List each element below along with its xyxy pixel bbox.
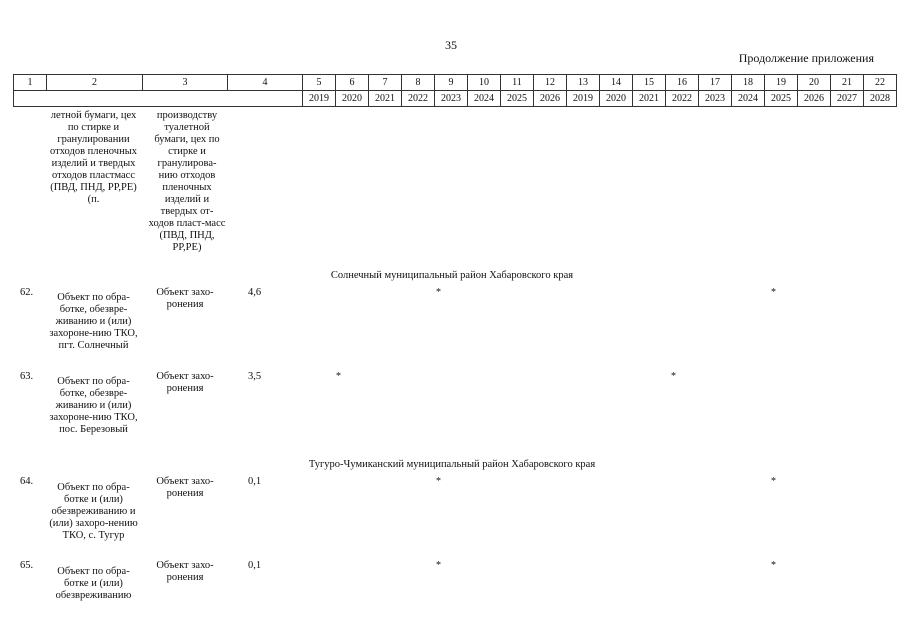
row-object-name: Объект по обра-ботке и (или) обезвреживанию и (или) захоро-нению ТКО, с. Тугур [49,482,138,541]
year-cell: 2025 [765,91,798,107]
year-cell: 2025 [501,91,534,107]
region-heading: Тугуро-Чумиканский муниципальный район Хабаровского края [308,459,596,470]
col-number-cell: 19 [765,75,798,91]
col-number-cell: 17 [699,75,732,91]
col-number-cell: 2 [47,75,143,91]
schedule-mark: * [771,560,776,571]
col-number-cell: 3 [143,75,228,91]
year-cell: 2023 [699,91,732,107]
col-number-cell: 7 [369,75,402,91]
schedule-mark: * [436,560,441,571]
row-object-name: Объект по обра-ботке и (или) обезвреживанию [55,566,132,601]
col-number-cell: 22 [864,75,897,91]
year-cell: 2022 [666,91,699,107]
year-cell: 2026 [798,91,831,107]
year-cell: 2019 [567,91,600,107]
year-cell: 2020 [600,91,633,107]
year-cell: 2021 [633,91,666,107]
row-object-type: Объект захо-ронения [156,371,214,394]
row-capacity: 0,1 [248,560,262,571]
row-number: 63. [20,371,34,382]
col-number-cell: 11 [501,75,534,91]
col-number-cell: 6 [336,75,369,91]
row-object-name: Объект по обра-ботке, обезвре-живанию и (или) захороне-нию ТКО, пгт. Солнечный [49,292,138,351]
year-cell: 2019 [303,91,336,107]
row-number: 65. [20,560,34,571]
col-number-cell: 4 [228,75,303,91]
col-number-cell: 16 [666,75,699,91]
year-row-blank [14,91,303,107]
schedule-mark: * [771,476,776,487]
schedule-mark: * [671,371,676,382]
col-number-cell: 10 [468,75,501,91]
year-cell: 2024 [468,91,501,107]
region-heading: Солнечный муниципальный район Хабаровского края [330,270,574,281]
row-object-type: Объект захо-ронения [156,560,214,583]
year-cell: 2023 [435,91,468,107]
col-number-cell: 8 [402,75,435,91]
year-cell: 2021 [369,91,402,107]
year-row [14,91,897,107]
col-number-cell: 1 [14,75,47,91]
continuation-label: Продолжение приложения [738,51,874,65]
col-number-cell: 18 [732,75,765,91]
row-object-type: Объект захо-ронения [156,476,214,499]
carry-object-type: производству туалетной бумаги, цех по стирке и гранулирова-нию отходов пленочных изделий и твердых от-ходов пласт-масс (ПВД, ПНД, PP,PE) [148,110,226,253]
schedule-mark: * [436,476,441,487]
row-number: 62. [20,287,34,298]
col-number-cell: 9 [435,75,468,91]
row-number: 64. [20,476,34,487]
schedule-mark: * [336,371,341,382]
page-number: 35 [445,38,457,52]
year-cell: 2027 [831,91,864,107]
row-object-name: Объект по обра-ботке, обезвре-живанию и (или) захороне-нию ТКО, пос. Березовый [49,376,138,435]
column-number-row [14,75,897,91]
carry-object-name: летной бумаги, цех по стирке и гранулировании отходов пленочных изделий и твердых отходов пластмасс (ПВД, ПНД, PP,PE) (п. [50,110,137,205]
row-capacity: 3,5 [248,371,262,382]
col-number-cell: 21 [831,75,864,91]
header-table [13,74,897,107]
row-capacity: 4,6 [248,287,262,298]
col-number-cell: 20 [798,75,831,91]
col-number-cell: 5 [303,75,336,91]
col-number-cell: 14 [600,75,633,91]
col-number-cell: 13 [567,75,600,91]
col-number-cell: 12 [534,75,567,91]
col-number-cell: 15 [633,75,666,91]
year-cell: 2024 [732,91,765,107]
schedule-mark: * [436,287,441,298]
schedule-mark: * [771,287,776,298]
row-capacity: 0,1 [248,476,262,487]
year-cell: 2020 [336,91,369,107]
year-cell: 2022 [402,91,435,107]
year-cell: 2028 [864,91,897,107]
year-cell: 2026 [534,91,567,107]
row-object-type: Объект захо-ронения [156,287,214,310]
